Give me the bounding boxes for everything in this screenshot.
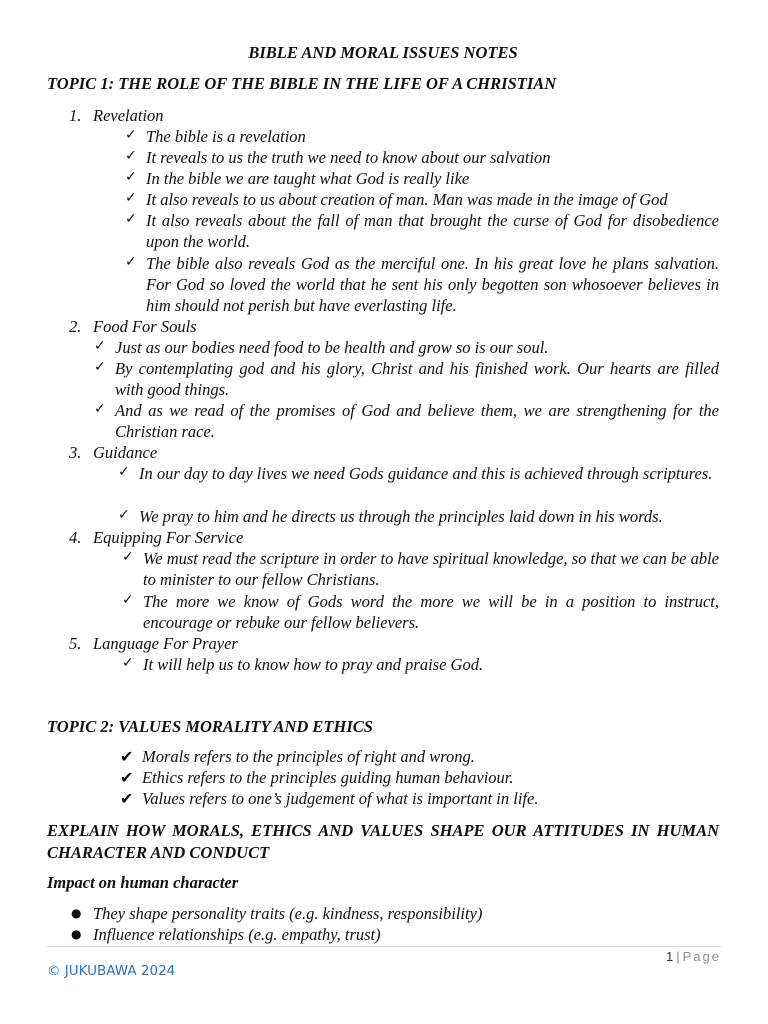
bullet-point: It reveals to us the truth we need to know about our salvation — [146, 148, 551, 167]
check-mark-icon: ✓ — [122, 592, 134, 608]
check-mark-icon: ✔ — [120, 747, 134, 766]
check-mark-icon: ✓ — [122, 655, 134, 671]
page-separator: | — [676, 949, 680, 964]
check-mark-icon: ✓ — [118, 507, 130, 523]
bullet-point: And as we read of the promises of God and believe them, we are strengthening for the Christian race. — [115, 401, 719, 441]
check-mark-icon: ✓ — [125, 127, 137, 143]
page-number — [666, 949, 721, 964]
check-mark-icon: ✓ — [94, 401, 106, 417]
bullet-point: Values refers to one’s judgement of what is important in life. — [142, 789, 539, 808]
bullet-point: The bible also reveals God as the merciful one. In his great love he plans salvation. For God so loved the world that he sent his only begotten son whosoever believes in him should not perish but have everlasting life. — [146, 254, 719, 315]
impact-heading: Impact on human character — [47, 873, 239, 892]
section-label: Guidance — [93, 443, 158, 462]
bullet-point: The bible is a revelation — [146, 127, 306, 146]
section-number: 5. — [69, 634, 82, 653]
explain-heading: EXPLAIN HOW MORALS, ETHICS AND VALUES SHAPE OUR ATTITUDES IN HUMAN CHARACTER AND CONDUCT — [47, 821, 719, 862]
bullet-point: By contemplating god and his glory, Christ and his finished work. Our hearts are filled with good things. — [115, 359, 719, 399]
section-label: Language For Prayer — [93, 634, 238, 653]
check-mark-icon: ✓ — [125, 148, 137, 164]
bullet-point: We pray to him and he directs us through the principles laid down in his words. — [139, 507, 663, 526]
bullet-point: We must read the scripture in order to have spiritual knowledge, so that we can be able to minister to our fellow Christians. — [143, 549, 719, 589]
section-label: Food For Souls — [93, 317, 197, 336]
section-number: 2. — [69, 317, 82, 336]
bullet-point: It also reveals about the fall of man that brought the curse of God for disobedience upon the world. — [146, 211, 719, 251]
check-mark-icon: ✓ — [118, 464, 130, 480]
round-bullet-icon: ● — [71, 927, 82, 941]
page-number-value: 1 — [666, 949, 674, 964]
bullet-point: The more we know of Gods word the more we will be in a position to instruct, encourage or rebuke our fellow believers. — [143, 592, 719, 632]
bullet-point: It also reveals to us about creation of man. Man was made in the image of God — [146, 190, 668, 209]
check-mark-icon: ✔ — [120, 768, 134, 787]
bullet-point: Influence relationships (e.g. empathy, trust) — [93, 925, 381, 944]
page-label: Page — [682, 949, 721, 964]
round-bullet-icon: ● — [71, 906, 82, 920]
section-number: 3. — [69, 443, 82, 462]
bullet-point: Just as our bodies need food to be health and grow so is our soul. — [115, 338, 549, 357]
section-number: 1. — [69, 106, 82, 125]
check-mark-icon: ✓ — [94, 338, 106, 354]
bullet-point: It will help us to know how to pray and praise God. — [143, 655, 484, 674]
copyright-notice: © JUKUBAWA 2024 — [47, 963, 176, 979]
document-title: BIBLE AND MORAL ISSUES NOTES — [248, 43, 518, 62]
check-mark-icon: ✓ — [94, 359, 106, 375]
bullet-point: In the bible we are taught what God is really like — [146, 169, 470, 188]
bullet-point: In our day to day lives we need Gods guidance and this is achieved through scriptures. — [139, 464, 713, 483]
check-mark-icon: ✓ — [122, 549, 134, 565]
section-label: Revelation — [93, 106, 164, 125]
bullet-point: They shape personality traits (e.g. kindness, responsibility) — [93, 904, 483, 923]
check-mark-icon: ✓ — [125, 254, 137, 270]
section-label: Equipping For Service — [93, 528, 244, 547]
check-mark-icon: ✓ — [125, 211, 137, 227]
check-mark-icon: ✓ — [125, 190, 137, 206]
footer-divider — [47, 946, 721, 947]
section-number: 4. — [69, 528, 82, 547]
check-mark-icon: ✔ — [120, 789, 134, 808]
bullet-point: Ethics refers to the principles guiding human behaviour. — [142, 768, 514, 787]
check-mark-icon: ✓ — [125, 169, 137, 185]
topic1-heading: TOPIC 1: THE ROLE OF THE BIBLE IN THE LIFE OF A CHRISTIAN — [47, 74, 557, 93]
bullet-point: Morals refers to the principles of right and wrong. — [142, 747, 475, 766]
topic2-heading: TOPIC 2: VALUES MORALITY AND ETHICS — [47, 717, 373, 736]
